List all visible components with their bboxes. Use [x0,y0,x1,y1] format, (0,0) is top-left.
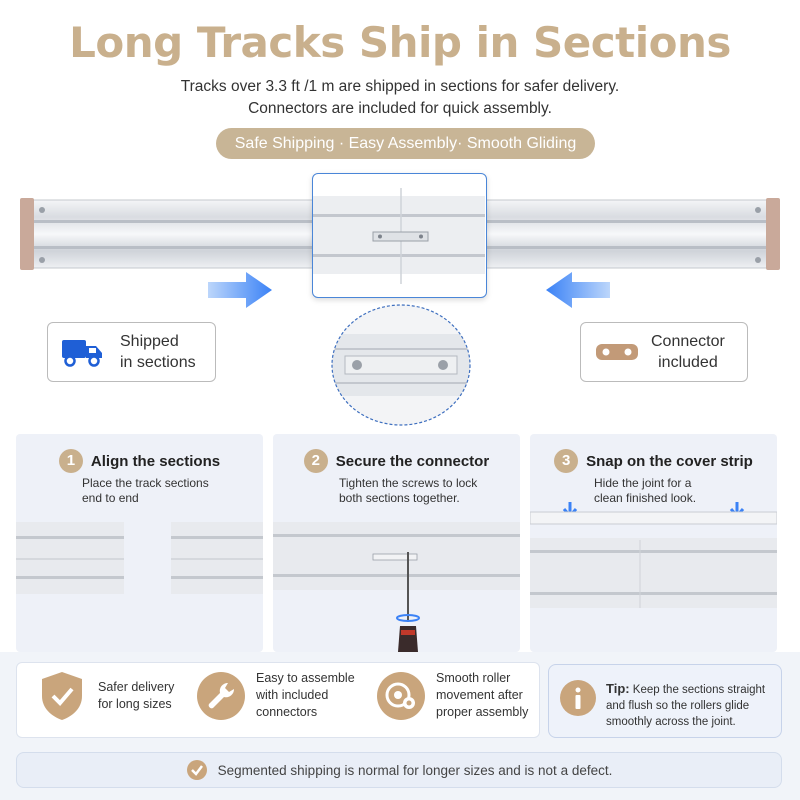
benefit-smooth-roller [376,670,528,721]
shipped-label-line-1: Shipped [120,333,179,350]
wrench-icon [196,671,246,721]
step-3-card [530,434,777,652]
joint-callout-box [312,173,487,298]
shield-check-icon [40,670,84,722]
step-2-title: Secure the connector [335,452,490,470]
step-3-desc-line-1: Hide the joint for a [594,476,692,490]
arrow-left-icon [544,270,610,310]
footer-text: Segmented shipping is normal for longer sizes and is not a defect. [217,762,613,778]
step-1-title: Align the sections [90,452,221,470]
roller-gear-icon [376,671,426,721]
benefit-easy-assemble [196,670,355,721]
truck-icon [58,334,106,370]
arrow-right-icon [208,270,274,310]
step-1-desc-line-2: end to end [82,491,139,505]
separated-track-sections [16,522,263,602]
connector-plate-icon [595,342,639,362]
benefits-pill: Safe Shipping · Easy Assembly· Smooth Gliding [216,128,595,159]
step-2-desc-line-2: both sections together. [339,491,460,505]
step-2-number: 2 [304,449,328,473]
benefit-1-line-2: for long sizes [98,697,172,711]
tip-card [548,664,782,738]
step-1-desc-line-1: Place the track sections [82,476,209,490]
screwdriver-connector-illustration [273,522,520,652]
step-3-desc-line-2: clean finished look. [594,491,697,505]
connector-label-line-1: Connector [651,333,725,350]
connector-label-line-2: included [658,354,718,371]
benefit-safer-delivery [40,670,174,722]
step-3-number: 3 [554,449,578,473]
subtitle-line-2: Connectors are included for quick assembly. [248,100,552,117]
check-circle-icon [186,759,208,781]
step-1-card [16,434,263,652]
subtitle-line-1: Tracks over 3.3 ft /1 m are shipped in sections for safer delivery. [180,78,620,95]
benefit-3-line-1: Smooth roller [436,671,511,685]
benefit-3-line-2: movement after [436,688,523,702]
benefit-2-line-2: with included [256,688,329,702]
shipped-label-line-2: in sections [120,354,196,371]
step-2-desc-line-1: Tighten the screws to lock [339,476,478,490]
step-2-card [273,434,520,652]
info-icon [559,679,597,717]
step-3-title: Snap on the cover strip [586,452,753,470]
page-title: Long Tracks Ship in Sections [69,18,731,67]
step-1-number: 1 [59,449,83,473]
connector-included-badge [580,322,748,382]
benefit-2-line-3: connectors [256,705,318,719]
footer-note [16,752,782,788]
benefit-3-line-3: proper assembly [436,705,529,719]
shipped-in-sections-badge [47,322,216,382]
connector-zoom-circle [331,304,471,426]
tip-label: Tip: [606,681,630,696]
tip-text: Keep the sections straight and flush so the rollers glide smoothly across the joint. [606,684,766,728]
cover-strip-illustration [530,500,777,620]
benefit-1-line-1: Safer delivery [98,680,175,694]
benefit-2-line-1: Easy to assemble [256,671,355,685]
